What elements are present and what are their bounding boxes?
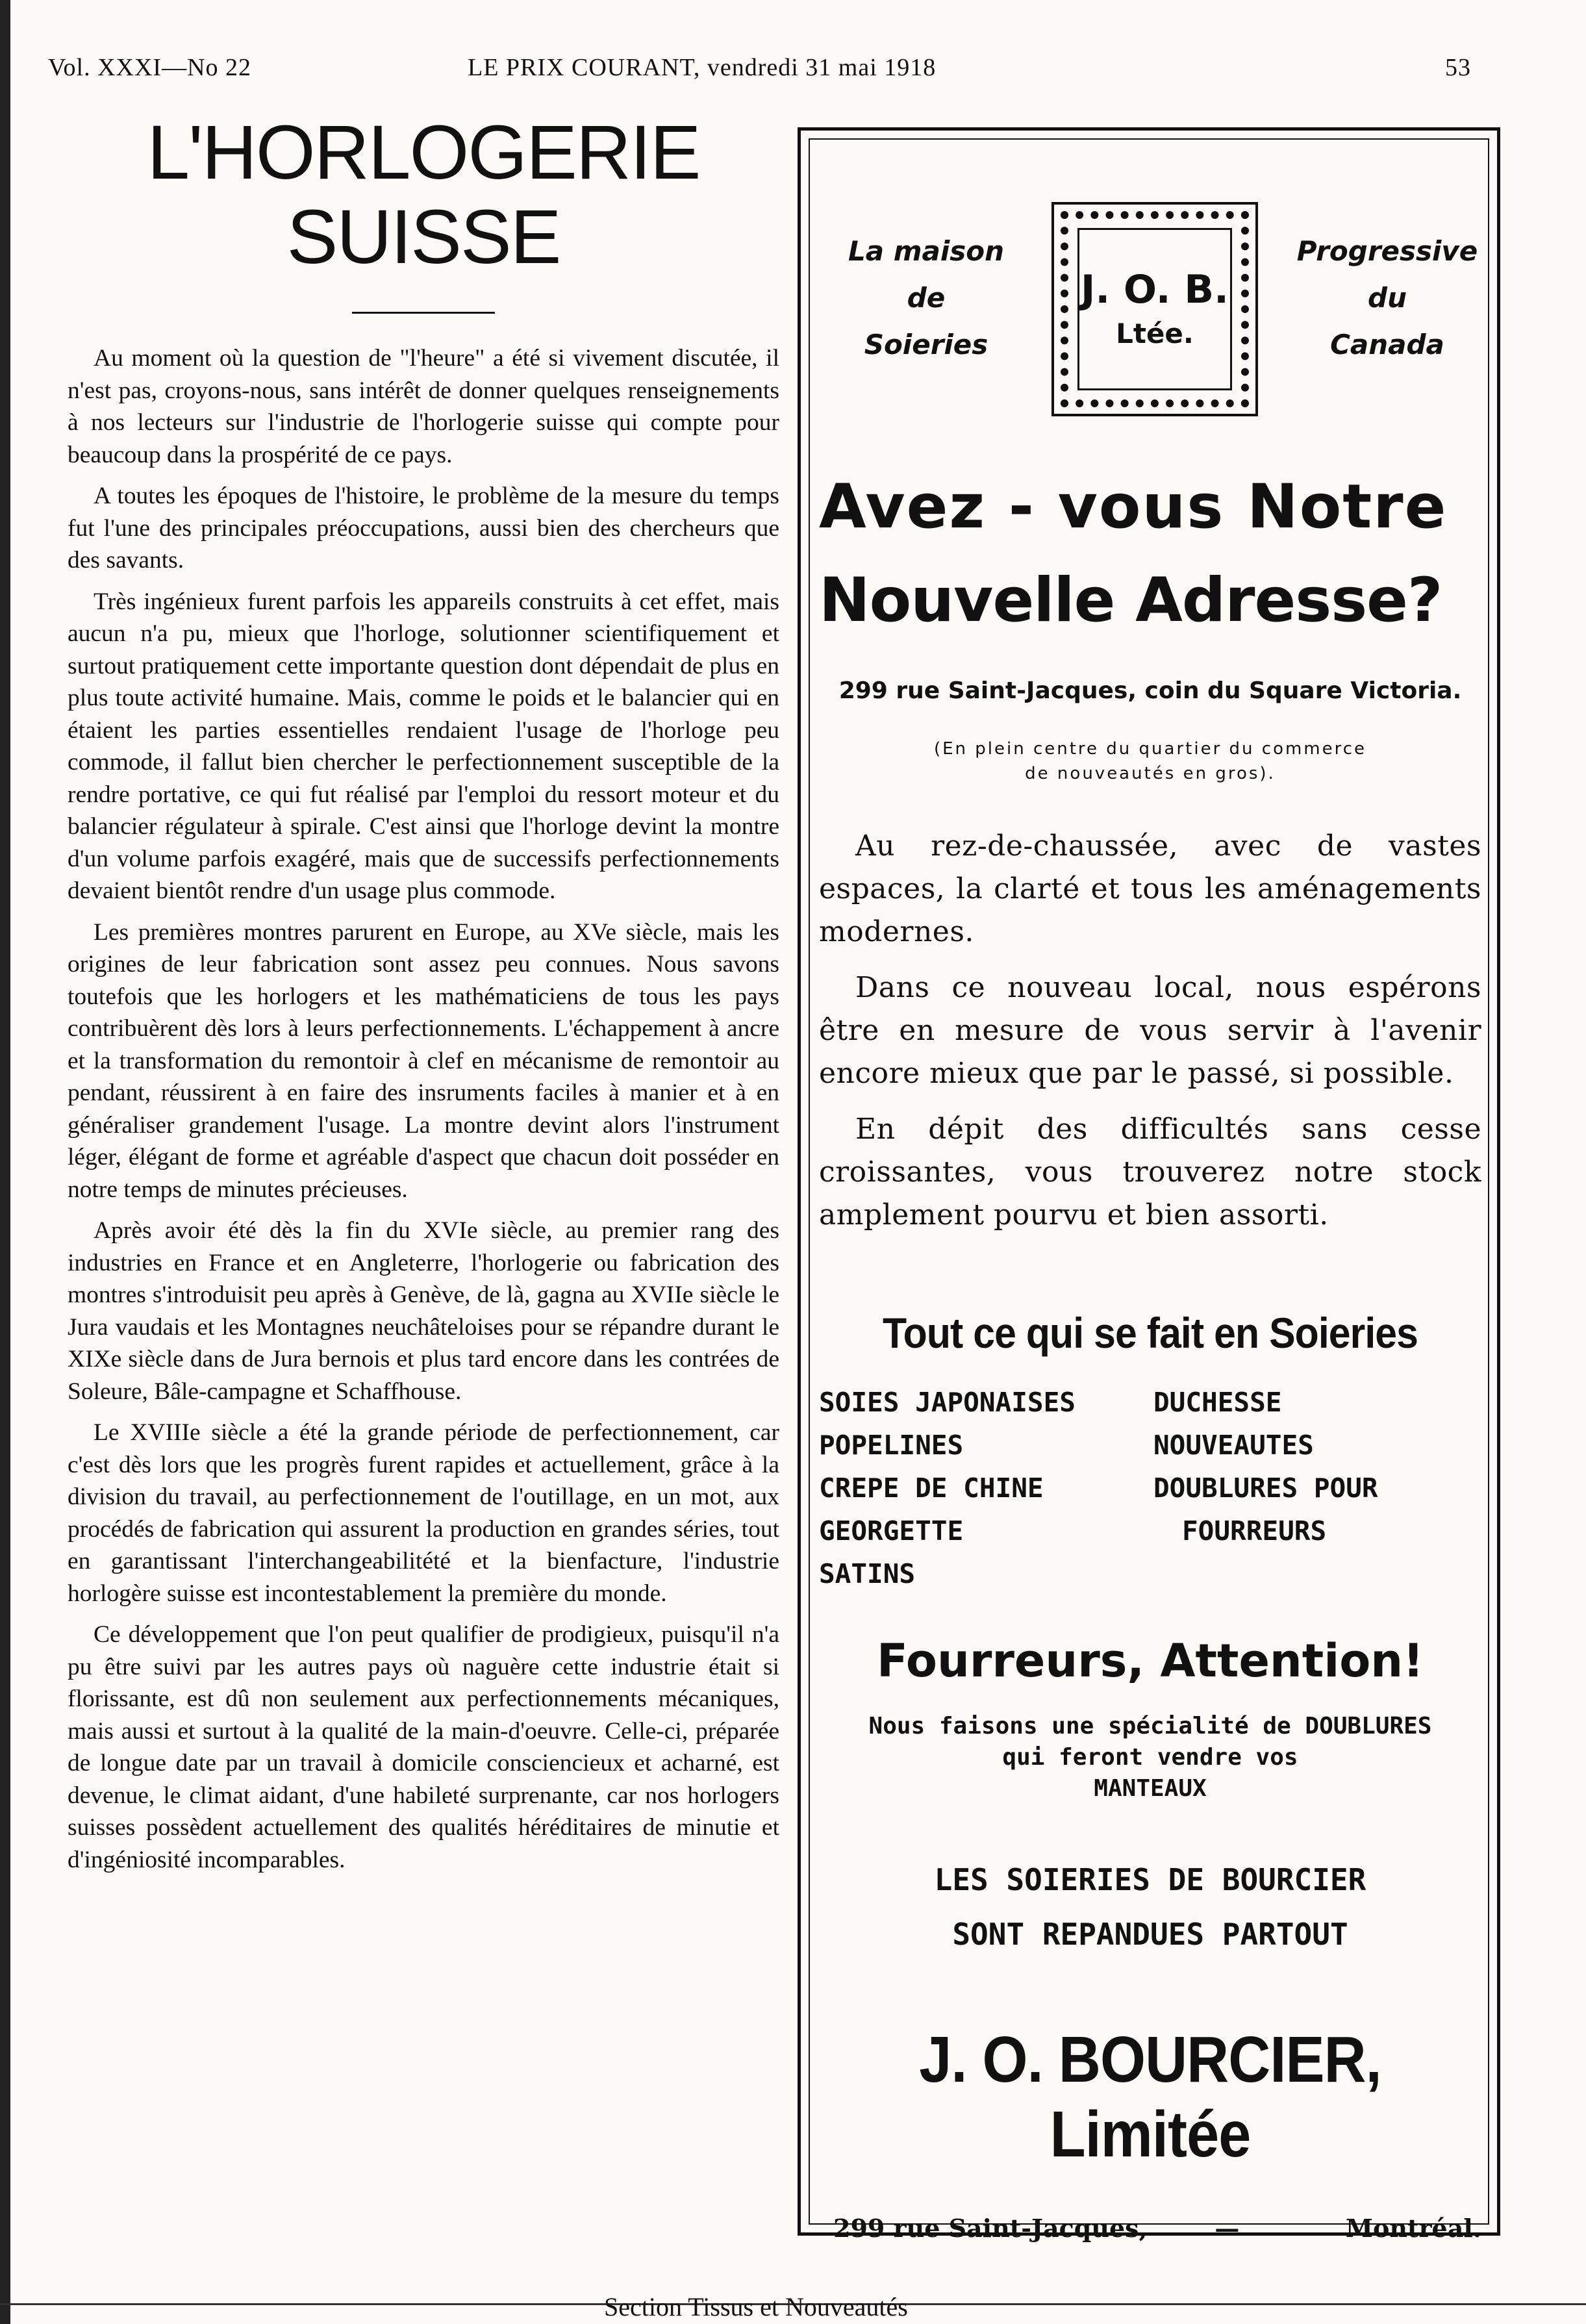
fourreurs-title: Fourreurs, Attention!	[876, 1634, 1424, 1687]
company-address	[819, 2214, 1481, 2243]
product-list	[819, 1381, 1481, 1595]
specialty-line: qui feront vendre vos	[1002, 1744, 1298, 1771]
tagline-right-line: Canada	[1330, 329, 1444, 360]
address-street: 299 rue Saint-Jacques,	[833, 2214, 1148, 2243]
headline-line1: Avez - vous Notre	[819, 472, 1448, 542]
product-item: SATINS	[819, 1558, 916, 1589]
product-item: GEORGETTE	[819, 1515, 964, 1547]
article-title	[68, 110, 779, 279]
ad-body-paragraph: En dépit des difficultés sans cesse croissantes, vous trouverez notre stock amplement pourvu et bien assorti.	[819, 1113, 1481, 1231]
article-title-line1: L'HORLOGERIE	[147, 110, 700, 196]
specialty-line: Nous faisons une spécialité de DOUBLURES	[868, 1713, 1432, 1739]
article-paragraph: Les premières montres parurent en Europe, au XVe siècle, mais les origines de leur fabrication sont assez peu connues. Nous savons toutefois que les horlogers et les mathématiciens de tous les pays contribuèrent dès lors à leurs perfectionnements. L'échappement à ancre et la transformation du remontoir à clef en mécanisme de remontoir au pendant, réussirent à en faire des insruments faciles à manier et à en généraliser grandement l'usage. La montre devint alors l'instrument léger, élégant de forme et agréable d'aspect que chacun doit posséder en notre temps de minutes précieuses.	[68, 918, 779, 1203]
product-item: CREPE DE CHINE	[819, 1472, 1044, 1504]
section-caption: Section Tissus et Nouveautés	[604, 2292, 908, 2321]
address-city: Montréal.	[1345, 2214, 1481, 2243]
article-paragraph: Au moment où la question de "l'heure" a été si vivement discutée, il n'est pas, croyons-nous, sans intérêt de donner quelques renseignements à nos lecteurs sur l'industrie de l'horlogerie suisse qui compte pour beaucoup dans la prospérité de ce pays.	[68, 345, 779, 468]
volume-number: Vol. XXXI—No 22	[48, 54, 252, 81]
logo-row	[819, 150, 1481, 397]
tagline-right-line: du	[1368, 282, 1407, 314]
ad-address-note: (En plein centre du quartier du commerce de nouveautés en gros).	[933, 739, 1367, 783]
product-item: FOURREURS	[1182, 1515, 1327, 1547]
product-column-left	[819, 1381, 1153, 1595]
soieries-title: Tout ce qui se fait en Soieries	[882, 1309, 1418, 1357]
spread-slogan	[819, 1852, 1481, 1962]
product-column-right	[1153, 1381, 1481, 1595]
specialty-text	[819, 1711, 1481, 1804]
product-item: DUCHESSE	[1153, 1387, 1282, 1418]
scan-edge	[0, 0, 10, 2324]
product-item: POPELINES	[819, 1430, 964, 1461]
tagline-left-line: La maison	[848, 235, 1004, 267]
specialty-line: MANTEAUX	[1094, 1775, 1207, 1802]
logo-suffix: Ltée.	[1116, 318, 1194, 349]
tagline-left-line: de	[907, 282, 946, 314]
article-paragraph: Ce développement que l'on peut qualifier de prodigieux, puisqu'il n'a pu être suivi par les autres pays où naguère cette industrie était si florissante, est dû non seulement aux perfectionnements mécaniques, mais aussi et surtout à la qualité de la main-d'oeuvre. Celle-ci, préparée de longue date par un travail à domicile consciencieux et acharné, est devenue, le climat aidant, d'une habileté surprenante, car nos horlogers suisses possèdent actuellement des qualités héréditaires de minutie et d'ingéniosité incomparables.	[68, 1621, 779, 1873]
product-item: SOIES JAPONAISES	[819, 1387, 1076, 1418]
job-logo	[1051, 202, 1258, 416]
tagline-right-line: Progressive	[1296, 235, 1478, 267]
title-rule	[352, 312, 495, 314]
page-number: 53	[1445, 54, 1471, 81]
article-paragraph: Très ingénieux furent parfois les appareils construits à cet effet, mais aucun n'a pu, mieux que l'horloge, solutionner scientifiquement et surtout pratiquement cette importante question dont dépendait de plus en plus toute activité humaine. Mais, comme le poids et le balancier qui en étaient les parties essentielles rendaient l'usage de l'horloge peu commode, il fallut bien chercher le perfectionnement susceptible de la rendre portative, ce qui fut réalisé par l'emploi du ressort moteur et du balancier régulateur à spirale. C'est ainsi que l'horloge devint la montre d'un volume parfois exagéré, mais que de successifs perfectionnements devaient bientôt rendre d'un usage plus commode.	[68, 588, 779, 904]
ad-content	[819, 150, 1481, 2243]
advertisement	[798, 127, 1500, 2243]
product-item: DOUBLURES POUR	[1153, 1472, 1378, 1504]
article-title-line2: SUISSE	[286, 194, 560, 280]
job-logo-inner	[1077, 228, 1232, 390]
ad-address: 299 rue Saint-Jacques, coin du Square Victoria.	[838, 677, 1462, 704]
ad-body-paragraph: Au rez-de-chaussée, avec de vastes espaces, la clarté et tous les aménagements modernes.	[819, 829, 1481, 948]
ad-body-paragraph: Dans ce nouveau local, nous espérons être en mesure de vous servir à l'avenir encore mieux que par le passé, si possible.	[819, 971, 1481, 1090]
logo-initials: J. O. B.	[1081, 267, 1229, 312]
masthead: LE PRIX COURANT, vendredi 31 mai 1918	[468, 54, 937, 81]
headline-line2: Nouvelle Adresse?	[819, 565, 1442, 636]
company-name: J. O. BOURCIER, Limitée	[919, 2023, 1381, 2171]
slogan-line: LES SOIERIES DE BOURCIER	[934, 1862, 1366, 1897]
tagline-right	[1293, 228, 1481, 368]
article-paragraph: A toutes les époques de l'histoire, le problème de la mesure du temps fut l'une des principales préoccupations, aussi bien des chercheurs que des savants.	[68, 483, 779, 574]
ad-headline	[819, 468, 1481, 640]
product-item: NOUVEAUTES	[1153, 1430, 1314, 1461]
article-paragraph: Le XVIIIe siècle a été la grande période de perfectionnement, car c'est dès lors que les progrès furent rapides et actuellement, grâce à la division du travail, au perfectionnement de l'outillage, en un mot, aux procédés de fabrication qui assurent la production en grandes séries, tout en garantissant l'interchangeabilitété et la bienfacture, l'industrie horlogère suisse est incontestablement la première du monde.	[68, 1419, 779, 1607]
article-column	[68, 110, 779, 1885]
tagline-left	[838, 228, 1014, 368]
address-dash: —	[1215, 2214, 1240, 2243]
tagline-left-line: Soieries	[864, 329, 988, 360]
article-paragraph: Après avoir été dès la fin du XVIe siècle, au premier rang des industries en France et en Angleterre, l'horlogerie ou fabrication des montres s'introduisit peu après à Genève, de là, gagna au XVIIe siècle le Jura vaudais et les Montagnes neuchâteloises pour se répandre durant le XIXe siècle dans de Jura bernois et plus tard encore dans les contrées de Soleure, Bâle-campagne et Schaffhouse.	[68, 1217, 779, 1405]
slogan-line: SONT REPANDUES PARTOUT	[952, 1917, 1348, 1952]
